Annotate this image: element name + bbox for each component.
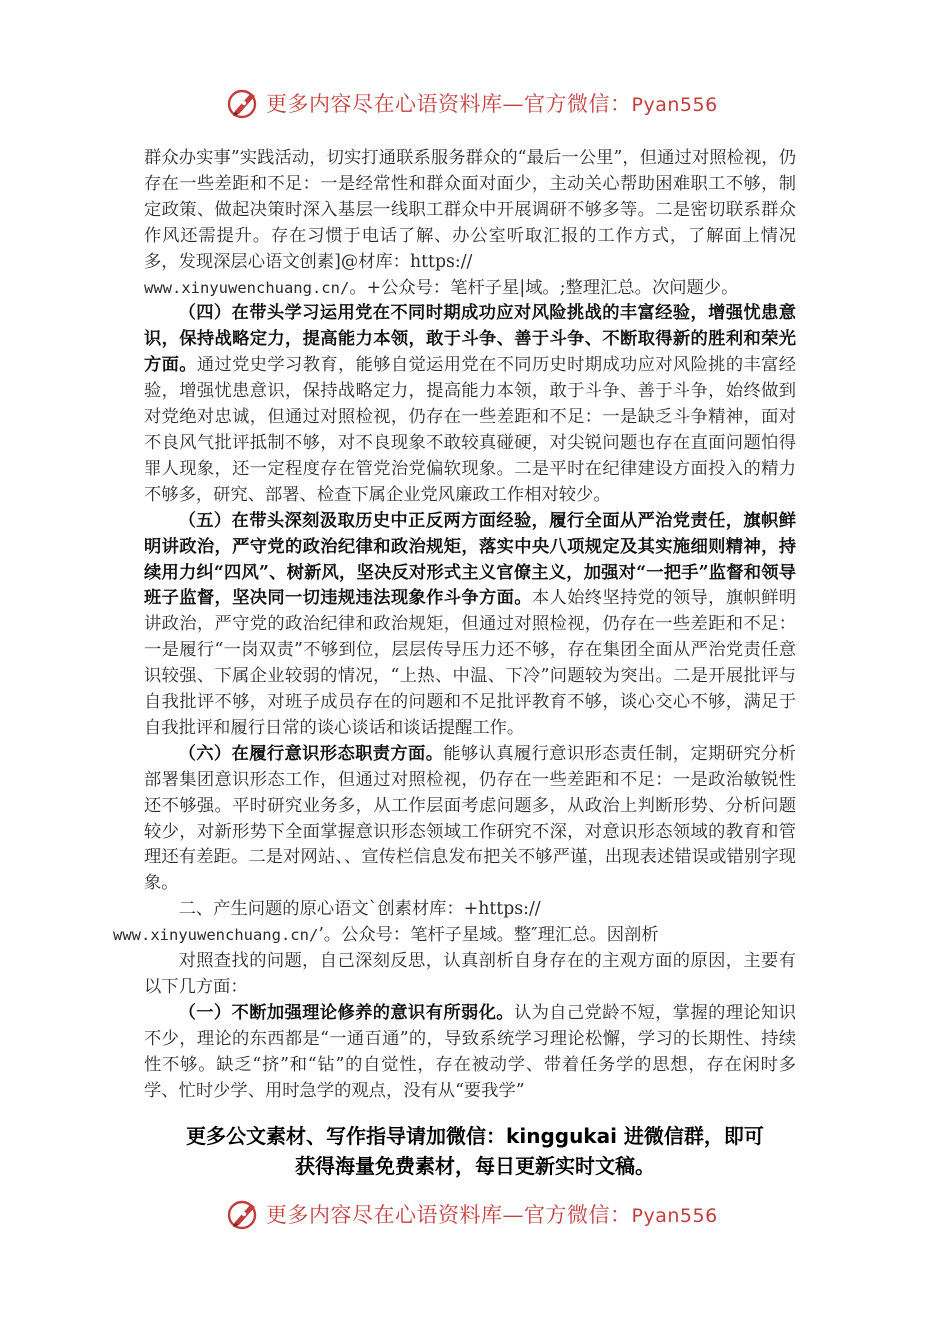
document-body: [113, 146, 796, 1105]
header-watermark-banner: [226, 83, 726, 123]
paragraph-part-2-heading: 二、产生问题的原心语文`创素材库：+https:// www.xinyuwenchuang.cn/’。公众号：笔杆子星域。整″理汇总。因剖析: [113, 899, 659, 946]
pen-logo-icon: [226, 1196, 262, 1232]
promo-line-2: 获得海量免费素材，每日更新实时文稿。: [295, 1154, 655, 1178]
section-heading: （六）在履行意识形态职责方面。: [178, 743, 444, 764]
banner-text: 更多内容尽在心语资料库—官方微信：: [266, 1203, 632, 1227]
banner-wechat-id: Pyan556: [631, 1205, 718, 1227]
url-text: www.xinyuwenchuang.cn/: [144, 278, 350, 297]
paragraph-section-5: （五）在带头深刻汲取历史中正反两方面经验，履行全面从严治党责任，旗帜鲜明讲政治，严守党的政治纪律和政治规矩，落实中央八项规定及其实施细则精神，持续用力纠“四风”、树新风，坚决反对形式主义官僚主义，加强对“一把手”监督和领导班子监督，坚决同一切违规违法现象作斗争方面。本人始终坚持党的领导，旗帜鲜明讲政治，严守党的政治纪律和政治规矩，但通过对照检视，仍存在一些差距和不足：一是履行“一岗双责”不够到位，层层传导压力还不够，存在集团全面从严治党责任意识较强、下属企业较弱的情况，“上热、中温、下冷”问题较为突出。二是开展批评与自我批评不够，对班子成员存在的问题和不足批评教育不够，谈心交心不够，满足于自我批评和履行日常的谈心谈话和谈话提醒工作。: [144, 510, 796, 738]
url-text: www.xinyuwenchuang.cn/: [113, 926, 319, 945]
section-heading: （四）在带头学习运用党在不同时期成功应对风险挑战的丰富经验，增强忧患意识，保持战略定力，提高能力本领，敢于斗争、善于斗争、不断取得新的胜利和荣光方面。: [144, 303, 796, 376]
footer-watermark-banner: [226, 1194, 726, 1234]
section-heading: （五）在带头深刻汲取历史中正反两方面经验，履行全面从严治党责任，旗帜鲜明讲政治，严守党的政治纪律和政治规矩，落实中央八项规定及其实施细则精神，持续用力纠“四风”、树新风，坚决反对形式主义官僚主义，加强对“一把手”监督和领导班子监督，坚决同一切违规违法现象作斗争方面。: [144, 510, 796, 609]
banner-wechat-id: Pyan556: [631, 94, 718, 116]
section-heading: （一）不断加强理论修养的意识有所弱化。: [178, 1002, 514, 1023]
paragraph: 对照查找的问题，自己深刻反思，认真剖析自身存在的主观方面的原因，主要有以下几方面：: [144, 951, 796, 997]
banner-text: 更多内容尽在心语资料库—官方微信：: [266, 92, 632, 116]
paragraph-section-4: （四）在带头学习运用党在不同时期成功应对风险挑战的丰富经验，增强忧患意识，保持战略定力，提高能力本领，敢于斗争、善于斗争、不断取得新的胜利和荣光方面。通过党史学习教育，能够自觉运用党在不同历史时期成功应对风险挑的丰富经验，增强忧患意识，保持战略定力，提高能力本领，敢于斗争、善于斗争，始终做到对党绝对忠诚，但通过对照检视，仍存在一些差距和不足：一是缺乏斗争精神，面对不良风气批评抵制不够，对不良现象不敢较真碰硬，对尖锐问题也存在直面问题怕得罪人现象，还一定程度存在管党治党偏软现象。二是平时在纪律建设方面投入的精力不够多，研究、部署、检查下属企业党风廉政工作相对较少。: [144, 303, 796, 505]
paragraph: 群众办实事”实践活动，切实打通联系服务群众的“最后一公里”，但通过对照检视，仍存在一些差距和不足：一是经常性和群众面对面少，主动关心帮助困难职工不够，制定政策、做起决策时深入基层一线职工群众中开展调研不够多等。二是密切联系群众作风还需提升。存在习惯于电话了解、办公室听取汇报的工作方式，了解面上情况多，发现深层心语文创素]@材库：https:// www.xinyuwenchuang.cn/。+公众号：笔杆子星|域。;整理汇总。次问题少。: [144, 148, 796, 298]
paragraph-section-6: （六）在履行意识形态职责方面。能够认真履行意识形态责任制，定期研究分析部署集团意识形态工作，但通过对照检视，仍存在一些差距和不足：一是政治敏锐性还不够强。平时研究业务多，从工作层面考虑问题多，从政治上判断形势、分析问题较少，对新形势下全面掌握意识形态领域工作研究不深，对意识形态领域的教育和管理还有差距。二是对网站、、宣传栏信息发布把关不够严谨，出现表述错误或错别字现象。: [144, 743, 796, 894]
paragraph-cause-1: （一）不断加强理论修养的意识有所弱化。认为自己党龄不短，掌握的理论知识不少，理论的东西都是“一通百通”的，导致系统学习理论松懈，学习的长期性、持续性不够。缺乏“挤”和“钻”的自觉性，存在被动学、带着任务学的思想，存在闲时多学、忙时少学、用时急学的观点，没有从“要我学”: [144, 1002, 796, 1101]
promo-notice: [150, 1121, 800, 1181]
pen-logo-icon: [226, 85, 262, 121]
promo-line-1: 更多公文素材、写作指导请加微信：kinggukai 进微信群，即可: [186, 1124, 764, 1148]
